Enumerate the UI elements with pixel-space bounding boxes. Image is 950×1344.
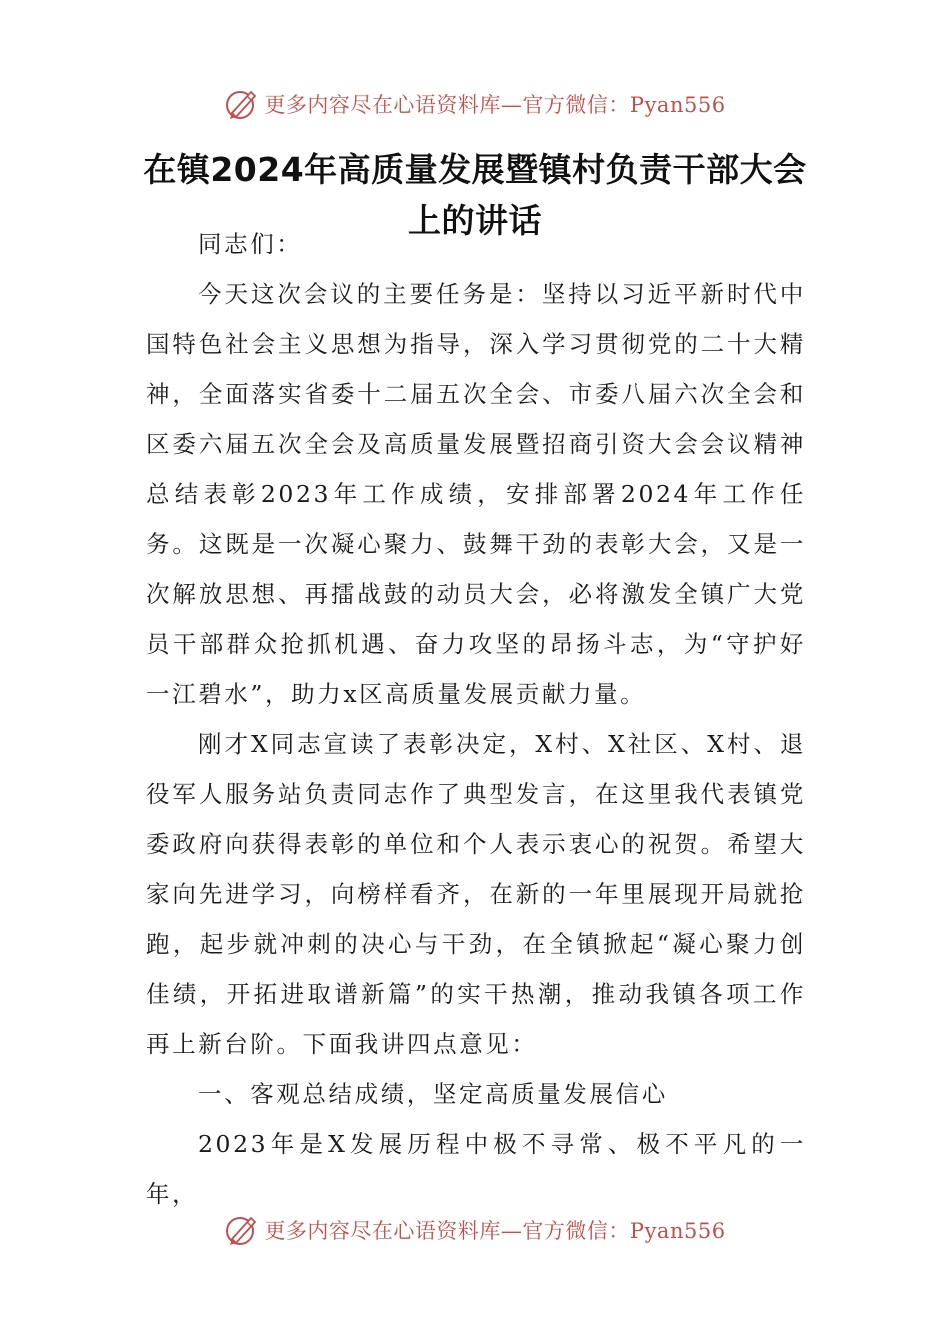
watermark-banner-top	[0, 82, 950, 126]
paragraph-2: 刚才X同志宣读了表彰决定，X村、X社区、X村、退役军人服务站负责同志作了典型发言，在这里我代表镇党委政府向获得表彰的单位和个人表示衷心的祝贺。希望大家向先进学习，向榜样看齐，在新的一年里展现开局就抢跑，起步就冲刺的决心与干劲，在全镇掀起“凝心聚力创佳绩，开拓进取谱新篇”的实干热潮，推动我镇各项工作再上新台阶。下面我讲四点意见：	[146, 730, 806, 1058]
paragraph-3: 2023年是X发展历程中极不寻常、极不平凡的一年，	[146, 1130, 806, 1208]
pen-logo-icon	[224, 86, 260, 122]
document-body	[146, 219, 806, 1219]
salutation: 同志们：	[198, 230, 303, 258]
paragraph-1: 今天这次会议的主要任务是：坚持以习近平新时代中国特色社会主义思想为指导，深入学习贯彻党的二十大精神，全面落实省委十二届五次全会、市委八届六次全会和区委六届五次全会及高质量发展暨招商引资大会会议精神总结表彰2023年工作成绩，安排部署2024年工作任务。这既是一次凝心聚力、鼓舞干劲的表彰大会，又是一次解放思想、再擂战鼓的动员大会，必将激发全镇广大党员干部群众抢抓机遇、奋力攻坚的昂扬斗志，为“守护好一江碧水”，助力x区高质量发展贡献力量。	[146, 280, 806, 708]
watermark-text: 更多内容尽在心语资料库—官方微信：Pyan556	[264, 93, 726, 117]
watermark-banner-bottom	[0, 1208, 950, 1252]
watermark-text: 更多内容尽在心语资料库—官方微信：Pyan556	[264, 1219, 726, 1243]
document-title: 在镇2024年高质量发展暨镇村负责干部大会上的讲话	[143, 150, 807, 240]
pen-logo-icon	[224, 1212, 260, 1248]
section-heading-1: 一、客观总结成绩，坚定高质量发展信心	[198, 1080, 668, 1108]
